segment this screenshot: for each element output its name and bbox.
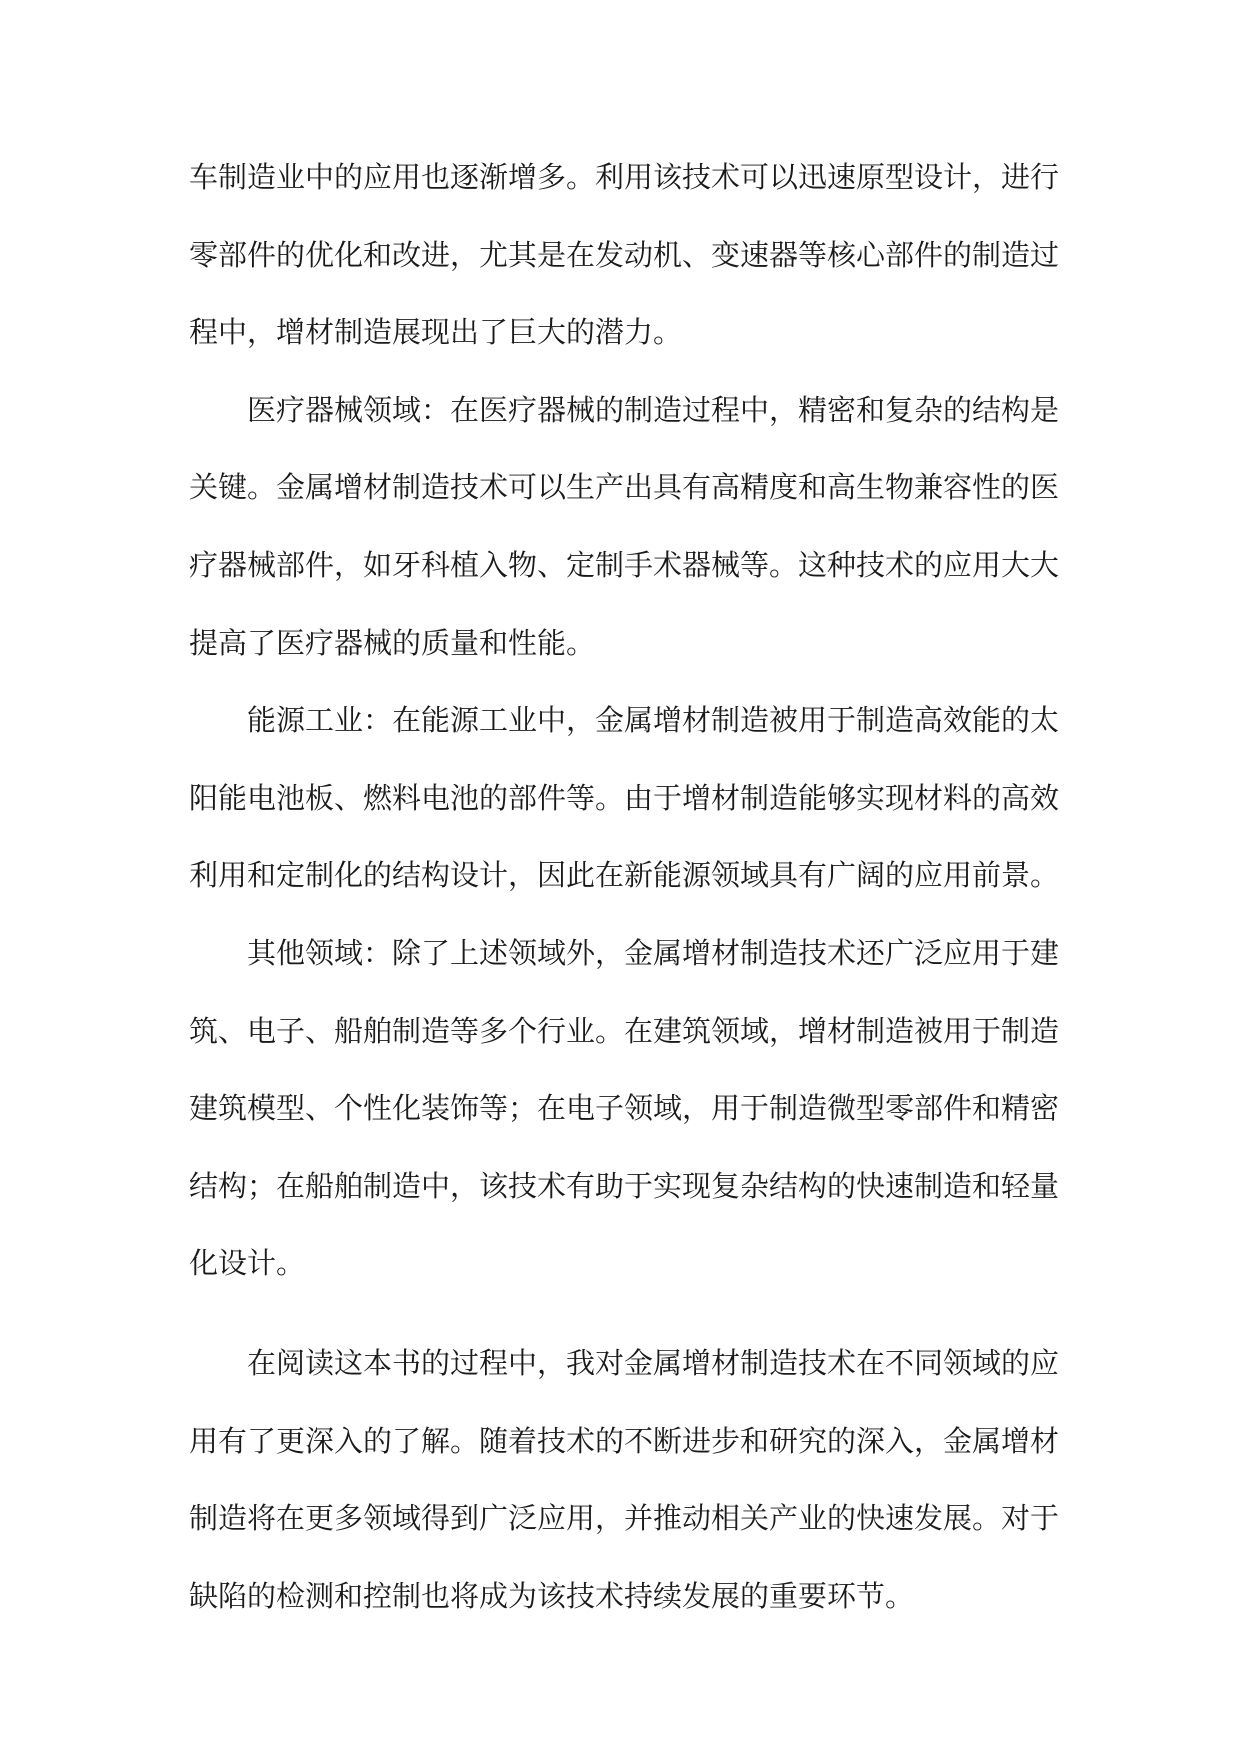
text-line: 建筑模型、个性化装饰等；在电子领域，用于制造微型零部件和精密 <box>189 1091 1060 1126</box>
text-line: 其他领域：除了上述领域外，金属增材制造技术还广泛应用于建 <box>247 935 1060 970</box>
text-line: 筑、电子、船舶制造等多个行业。在建筑领域，增材制造被用于制造 <box>189 1013 1060 1048</box>
paragraph-spacer <box>189 1303 1059 1325</box>
text-line: 用有了更深入的了解。随着技术的不断进步和研究的深入，金属增材 <box>189 1423 1060 1458</box>
text-line: 疗器械部件，如牙科植入物、定制手术器械等。这种技术的应用大大 <box>189 547 1060 582</box>
text-line: 车制造业中的应用也逐渐增多。利用该技术可以迅速原型设计，进行 <box>189 160 1060 194</box>
text-line: 零部件的优化和改进，尤其是在发动机、变速器等核心部件的制造过 <box>189 237 1060 272</box>
text-line: 医疗器械领域：在医疗器械的制造过程中，精密和复杂的结构是 <box>247 392 1060 427</box>
paragraph-reading-reflection <box>189 1325 1059 1635</box>
text-line: 提高了医疗器械的质量和性能。 <box>189 625 596 660</box>
paragraph-other-fields <box>189 915 1059 1303</box>
paragraph-automotive <box>189 139 1059 372</box>
text-line: 能源工业：在能源工业中，金属增材制造被用于制造高效能的太 <box>247 703 1060 738</box>
paragraph-medical-devices <box>189 372 1059 682</box>
text-line: 在阅读这本书的过程中，我对金属增材制造技术在不同领域的应 <box>247 1345 1060 1380</box>
text-line: 化设计。 <box>189 1246 306 1281</box>
text-line: 阳能电池板、燃料电池的部件等。由于增材制造能够实现材料的高效 <box>189 780 1060 815</box>
text-line: 结构；在船舶制造中，该技术有助于实现复杂结构的快速制造和轻量 <box>189 1168 1060 1203</box>
text-line: 缺陷的检测和控制也将成为该技术持续发展的重要环节。 <box>189 1578 915 1613</box>
paragraph-energy-industry <box>189 682 1059 915</box>
text-line: 制造将在更多领域得到广泛应用，并推动相关产业的快速发展。对于 <box>189 1501 1060 1536</box>
text-line: 程中，增材制造展现出了巨大的潜力。 <box>189 315 683 350</box>
text-line: 利用和定制化的结构设计，因此在新能源领域具有广阔的应用前景。 <box>189 858 1060 893</box>
text-line: 关键。金属增材制造技术可以生产出具有高精度和高生物兼容性的医 <box>189 470 1060 505</box>
body-text <box>189 139 1059 1635</box>
